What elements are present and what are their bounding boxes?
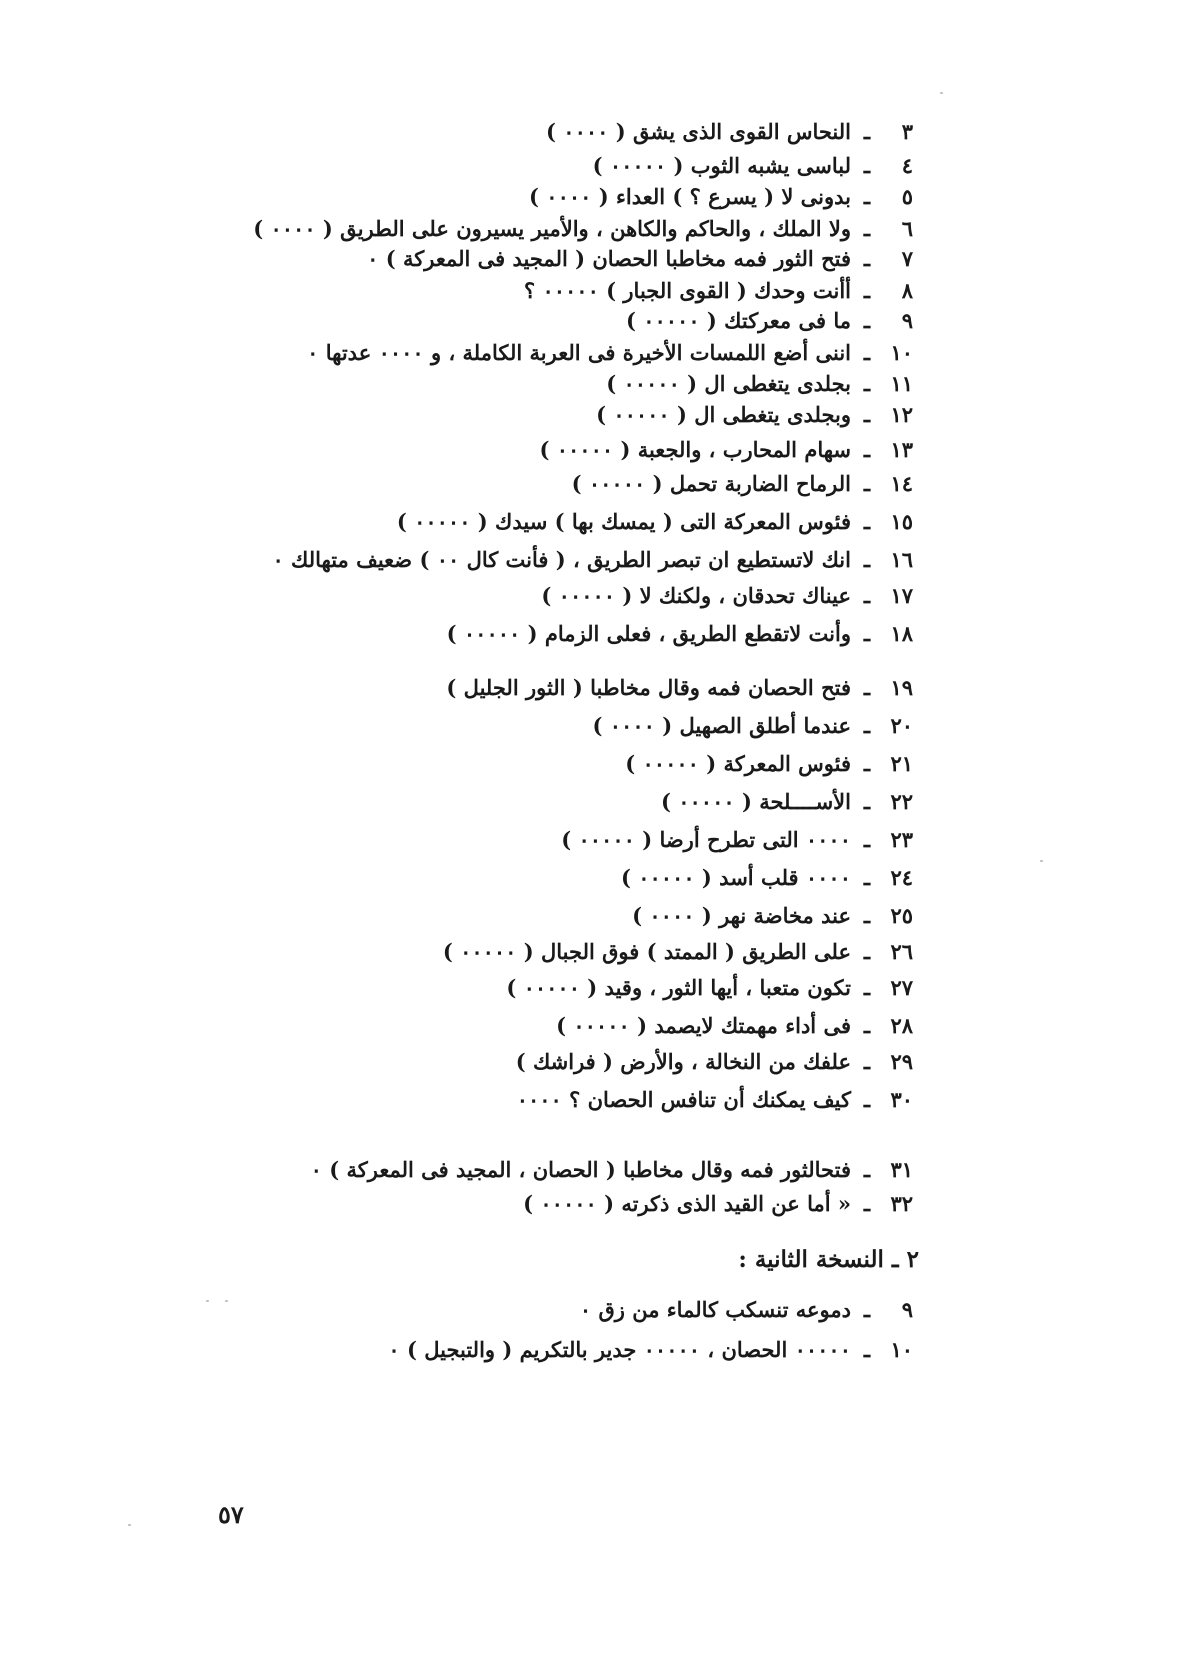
line-dash: ـ — [863, 1049, 871, 1074]
numbered-line — [53, 118, 913, 146]
line-number: ٢٨ — [890, 1013, 913, 1038]
line-text: عيناك تحدقان ، ولكنك لا ( ٠٠٠٠٠ ) — [541, 583, 851, 608]
line-dash: ـ — [863, 583, 871, 608]
line-dash: ـ — [863, 308, 871, 333]
line-dash: ـ — [863, 713, 871, 738]
line-number: ١٦ — [890, 547, 913, 572]
numbered-line — [53, 436, 913, 464]
numbered-line — [53, 674, 913, 702]
line-number: ٢٥ — [890, 903, 913, 928]
numbered-line — [53, 712, 913, 740]
numbered-line — [53, 546, 913, 574]
paper-speck — [128, 1524, 131, 1526]
line-number: ١٧ — [890, 583, 913, 608]
line-text: ما فى معركتك ( ٠٠٠٠٠ ) — [625, 308, 851, 333]
line-number: ٣٢ — [890, 1191, 913, 1216]
numbered-line — [53, 974, 913, 1002]
line-text: بجلدى يتغطى ال ( ٠٠٠٠٠ ) — [606, 371, 851, 396]
line-text: دموعه تنسكب كالماء من زق ٠ — [579, 1297, 851, 1322]
paper-speck — [940, 92, 943, 94]
line-dash: ـ — [863, 119, 871, 144]
line-text: عند مخاضة نهر ( ٠٠٠٠ ) — [632, 903, 851, 928]
line-dash: ـ — [863, 751, 871, 776]
numbered-line — [53, 183, 913, 211]
line-text: وأنت لاتقطع الطريق ، فعلى الزمام ( ٠٠٠٠٠ ) — [446, 621, 851, 646]
line-number: ١٢ — [890, 402, 913, 427]
line-text: تكون متعبا ، أيها الثور ، وقيد ( ٠٠٠٠٠ ) — [506, 975, 851, 1000]
line-number: ٨ — [901, 278, 913, 303]
line-dash: ـ — [863, 471, 871, 496]
line-text: لباسى يشبه الثوب ( ٠٠٠٠٠ ) — [592, 153, 851, 178]
line-dash: ـ — [863, 789, 871, 814]
line-text: عندما أطلق الصهيل ( ٠٠٠٠ ) — [592, 713, 851, 738]
page-number: ٥٧ — [218, 1500, 244, 1529]
line-dash: ـ — [863, 621, 871, 646]
line-dash: ـ — [863, 975, 871, 1000]
numbered-line — [53, 277, 913, 305]
line-dash: ـ — [863, 675, 871, 700]
line-text: بدونى لا ( يسرع ؟ ) العداء ( ٠٠٠٠ ) — [529, 184, 851, 209]
line-text: النحاس القوى الذى يشق ( ٠٠٠٠ ) — [546, 119, 851, 144]
line-dash: ـ — [863, 1087, 871, 1112]
line-number: ٦ — [901, 216, 913, 241]
line-number: ٧ — [901, 246, 913, 271]
line-text: انك لاتستطيع ان تبصر الطريق ، ( فأنت كال ٠٠ ) ضعيف متهالك ٠ — [272, 547, 851, 572]
line-number: ١٠ — [890, 1337, 913, 1362]
line-dash: ـ — [863, 340, 871, 365]
numbered-line — [53, 245, 913, 273]
line-number: ٣٠ — [890, 1087, 913, 1112]
line-text: الرماح الضاربة تحمل ( ٠٠٠٠٠ ) — [571, 471, 851, 496]
numbered-line — [53, 902, 913, 930]
paper-speck — [206, 1300, 209, 1302]
line-number: ٢٠ — [890, 713, 913, 738]
line-dash: ـ — [863, 1337, 871, 1362]
numbered-line — [53, 620, 913, 648]
line-dash: ـ — [863, 437, 871, 462]
numbered-line — [53, 1012, 913, 1040]
line-number: ١٣ — [890, 437, 913, 462]
line-dash: ـ — [863, 903, 871, 928]
line-number: ٣١ — [890, 1157, 913, 1182]
numbered-line — [53, 1156, 913, 1184]
line-number: ٢٤ — [890, 865, 913, 890]
section-heading: ٢ ـ النسخة الثانية : — [738, 1246, 919, 1273]
numbered-line — [53, 1086, 913, 1114]
line-dash: ـ — [863, 278, 871, 303]
line-number: ٥ — [901, 184, 913, 209]
numbered-line — [53, 1336, 913, 1364]
numbered-line — [53, 864, 913, 892]
numbered-line — [53, 152, 913, 180]
line-text: ٠٠٠٠٠ الحصان ، ٠٠٠٠٠ جدير بالتكريم ( والتبجيل ) ٠ — [388, 1337, 851, 1362]
line-text: ٠٠٠٠ التى تطرح أرضا ( ٠٠٠٠٠ ) — [561, 827, 851, 852]
line-text: على الطريق ( الممتد ) فوق الجبال ( ٠٠٠٠٠ ) — [442, 939, 851, 964]
numbered-line — [53, 508, 913, 536]
line-number: ١٨ — [890, 621, 913, 646]
line-number: ٢٣ — [890, 827, 913, 852]
line-number: ٢٢ — [890, 789, 913, 814]
line-dash: ـ — [863, 1297, 871, 1322]
numbered-line — [53, 401, 913, 429]
line-dash: ـ — [863, 1191, 871, 1216]
numbered-line — [53, 215, 913, 243]
line-number: ٩ — [901, 308, 913, 333]
line-text: فتحالثور فمه وقال مخاطبا ( الحصان ، المجيد فى المعركة ) ٠ — [310, 1157, 851, 1182]
numbered-line — [53, 339, 913, 367]
numbered-line — [53, 826, 913, 854]
numbered-line — [53, 1048, 913, 1076]
line-text: فى أداء مهمتك لايصمد ( ٠٠٠٠٠ ) — [556, 1013, 851, 1038]
line-number: ٤ — [901, 153, 913, 178]
line-dash: ـ — [863, 865, 871, 890]
line-number: ١٥ — [890, 509, 913, 534]
line-dash: ـ — [863, 547, 871, 572]
line-number: ١٠ — [890, 340, 913, 365]
line-number: ١٤ — [890, 471, 913, 496]
line-dash: ـ — [863, 402, 871, 427]
line-number: ١٩ — [890, 675, 913, 700]
line-text: أأنت وحدك ( القوى الجبار ) ٠٠٠٠٠ ؟ — [523, 278, 851, 303]
paper-speck — [225, 1300, 228, 1302]
line-text: اننى أضع اللمسات الأخيرة فى العربة الكاملة ، و ٠٠٠٠ عدتها ٠ — [307, 340, 851, 365]
numbered-line — [53, 307, 913, 335]
numbered-line — [53, 370, 913, 398]
line-dash: ـ — [863, 509, 871, 534]
line-number: ٣ — [901, 119, 913, 144]
line-dash: ـ — [863, 939, 871, 964]
numbered-line — [53, 582, 913, 610]
line-text: « أما عن القيد الذى ذكرته ( ٠٠٠٠٠ ) — [523, 1191, 851, 1216]
line-dash: ـ — [863, 153, 871, 178]
line-text: سهام المحارب ، والجعبة ( ٠٠٠٠٠ ) — [539, 437, 851, 462]
line-text: فئوس المعركة التى ( يمسك بها ) سيدك ( ٠٠٠٠٠ ) — [396, 509, 851, 534]
line-number: ٢٦ — [890, 939, 913, 964]
line-dash: ـ — [863, 1157, 871, 1182]
line-text: الأســــلحة ( ٠٠٠٠٠ ) — [661, 789, 851, 814]
line-text: ولا الملك ، والحاكم والكاهن ، والأمير يسيرون على الطريق ( ٠٠٠٠ ) — [253, 216, 851, 241]
line-text: كيف يمكنك أن تنافس الحصان ؟ ٠٠٠٠ — [516, 1087, 851, 1112]
line-dash: ـ — [863, 827, 871, 852]
line-text: ٠٠٠٠ قلب أسد ( ٠٠٠٠٠ ) — [620, 865, 851, 890]
line-dash: ـ — [863, 246, 871, 271]
line-dash: ـ — [863, 1013, 871, 1038]
numbered-line — [53, 938, 913, 966]
line-number: ٢١ — [890, 751, 913, 776]
line-number: ٢٧ — [890, 975, 913, 1000]
line-dash: ـ — [863, 371, 871, 396]
line-number: ٩ — [901, 1297, 913, 1322]
line-text: فتح الحصان فمه وقال مخاطبا ( الثور الجليل ) — [446, 675, 851, 700]
line-text: فتح الثور فمه مخاطبا الحصان ( المجيد فى المعركة ) ٠ — [367, 246, 851, 271]
numbered-line — [53, 788, 913, 816]
numbered-line — [53, 470, 913, 498]
line-text: وبجلدى يتغطى ال ( ٠٠٠٠٠ ) — [596, 402, 851, 427]
numbered-line — [53, 1190, 913, 1218]
paper-speck — [1040, 860, 1043, 862]
line-text: فئوس المعركة ( ٠٠٠٠٠ ) — [625, 751, 851, 776]
line-text: علفك من النخالة ، والأرض ( فراشك ) — [515, 1049, 851, 1074]
line-number: ١١ — [890, 371, 913, 396]
line-dash: ـ — [863, 184, 871, 209]
numbered-line — [53, 750, 913, 778]
line-dash: ـ — [863, 216, 871, 241]
line-number: ٢٩ — [890, 1049, 913, 1074]
numbered-line — [53, 1296, 913, 1324]
